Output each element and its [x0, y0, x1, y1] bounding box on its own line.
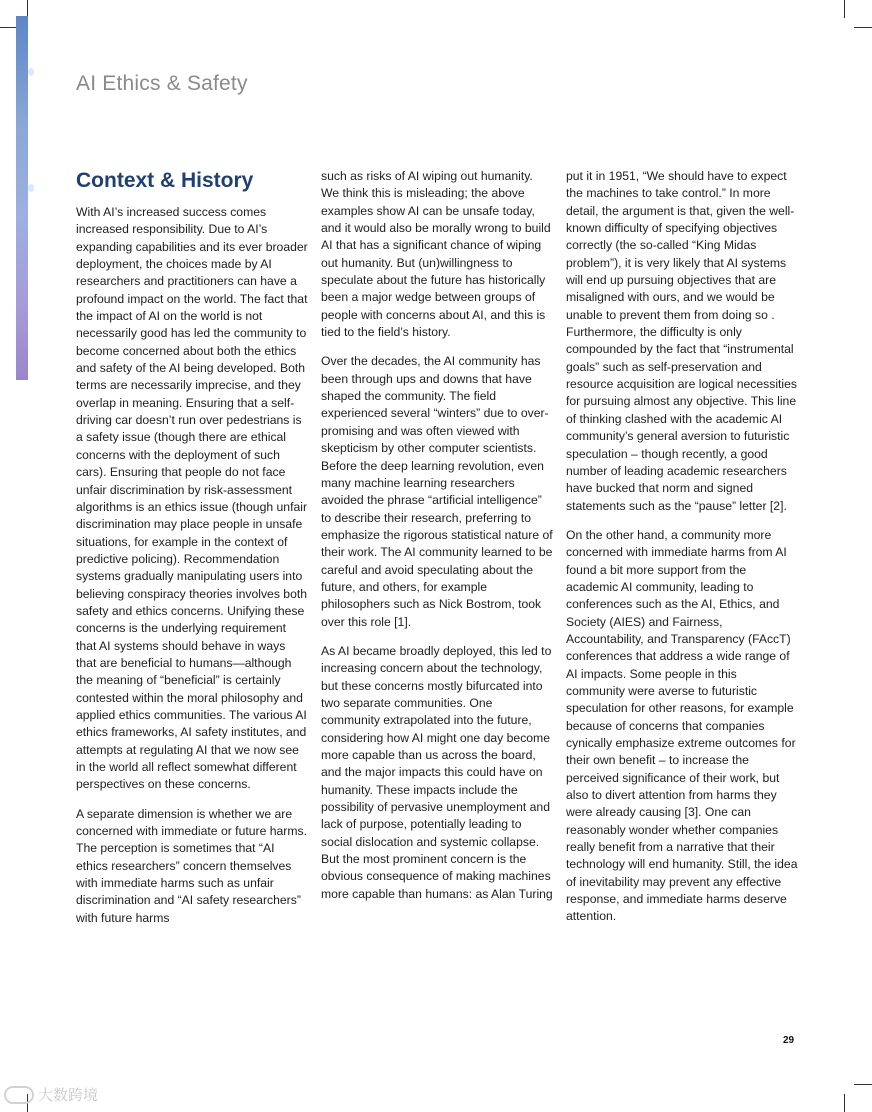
crop-mark-top-right-v	[844, 0, 845, 18]
paragraph: With AI’s increased success comes increased responsibility. Due to AI’s expanding capabilities and its ever broader deployment, the choices made by AI researchers and practitioners can have a profound impact on the world. The fact that the impact of AI on the world is not necessarily good has led the community to become concerned about both the ethics and safety of the AI being developed. Both terms are necessarily imprecise, and they overlap in meaning. Ensuring that a self-driving car doesn’t run over pedestrians is a safety issue (though there are ethical concerns with the deployment of such cars). Ensuring that people do not face unfair discrimination by risk-assessment algorithms is an ethics issue (though unfair discrimination may place people in unsafe situations, for example in the context of predictive policing). Recommendation systems gradually manipulating users into believing conspiracy theories involves both safety and ethics concerns. Unifying these concerns is the underlying requirement that AI systems should behave in ways that are beneficial to humans—although the meaning of “beneficial” is certainly contested within the moral philosophy and applied ethics communities. The various AI ethics frameworks, AI safety institutes, and attempts at regulating AI that we now see in the world all reflect somewhat different perspectives on these concerns.	[76, 205, 308, 792]
crop-mark-bottom-right-v	[844, 1094, 845, 1112]
paragraph: Over the decades, the AI community has been through ups and downs that have shaped the community. The field experienced several “winters” due to over-promising and was often viewed with skepticism by other computer scientists. Before the deep learning revolution, even many machine learning researchers avoided the phrase “artificial intelligence” to describe their research, preferring to emphasize the rigorous statistical nature of their work. The AI community learned to be careful and avoid speculating about the future, and others, for example philosophers such as Nick Bostrom, took over this role [1].	[321, 354, 553, 629]
paragraph: A separate dimension is whether we are concerned with immediate or future harms. The perception is sometimes that “AI ethics researchers” concern themselves with immediate harms such as unfair discrimination and “AI safety researchers” with future harms	[76, 806, 307, 925]
crop-mark-top-right-h	[854, 27, 872, 28]
crop-mark-bottom-right-h	[854, 1084, 872, 1085]
watermark-text: 大数跨境	[38, 1087, 99, 1104]
decorative-color-strip	[16, 16, 28, 380]
paragraph: As AI became broadly deployed, this led to increasing concern about the technology, but these concerns mostly bifurcated into two separate communities. One community extrapolated into the future, considering how AI might one day become more capable than us across the board, and the major impacts this could have on humanity. These impacts include the possibility of pervasive unemployment and lack of purpose, potentially leading to social dislocation and systemic collapse. But the most prominent concern is the obvious consequence of making machines more capable than humans: as Alan Turing	[321, 643, 553, 901]
paragraph: On the other hand, a community more concerned with immediate harms from AI found a bit more support from the academic AI community, leading to conferences such as the AI, Ethics, and Society (AIES) and Fairness, Accountability, and Transparency (FAccT) conferences that address a wide range of AI impacts. Some people in this community were averse to futuristic speculation for other reasons, for example because of concerns that companies cynically emphasize extreme outcomes for their own benefit – to increase the perceived significance of their work, but also to divert attention from harms they were already causing [3]. One can reasonably wonder whether companies really benefit from a narrative that their technology will end humanity. Still, the idea of inevitability may prevent any effective response, and immediate harms deserve attention.	[566, 527, 798, 924]
paragraph: put it in 1951, “We should have to expect the machines to take control.” In more detail, the argument is that, given the well-known difficulty of specifying objectives correctly (the so-called “King Midas problem”), it is very likely that AI systems will end up pursuing objectives that are misaligned with ours, and we would be unable to prevent them from doing so . Furthermore, the difficulty is only compounded by the fact that “instrumental goals” such as self-preservation and resource acquisition are logical necessities for pursuing almost any objective. This line of thinking clashed with the academic AI community’s general aversion to futuristic speculation – though recently, a good number of leading academic researchers have bucked that norm and signed statements such as the “pause” letter [2].	[566, 169, 798, 513]
section-heading: Context & History	[76, 169, 254, 192]
watermark	[4, 1084, 98, 1105]
text-column-2	[321, 168, 553, 915]
text-column-1	[76, 168, 308, 939]
text-column-3	[566, 168, 798, 938]
strip-dot	[28, 68, 34, 76]
strip-dot	[28, 184, 34, 192]
running-header-title: AI Ethics & Safety	[76, 72, 248, 95]
watermark-logo-icon	[4, 1086, 34, 1104]
page-number: 29	[783, 1035, 795, 1046]
paragraph: such as risks of AI wiping out humanity. We think this is misleading; the above examples show AI can be unsafe today, and it would also be morally wrong to build AI that has a significant chance of wiping out humanity. But (un)willingness to speculate about the future has historically been a major wedge between groups of people with concerns about AI, and this is tied to the field’s history.	[321, 169, 551, 340]
